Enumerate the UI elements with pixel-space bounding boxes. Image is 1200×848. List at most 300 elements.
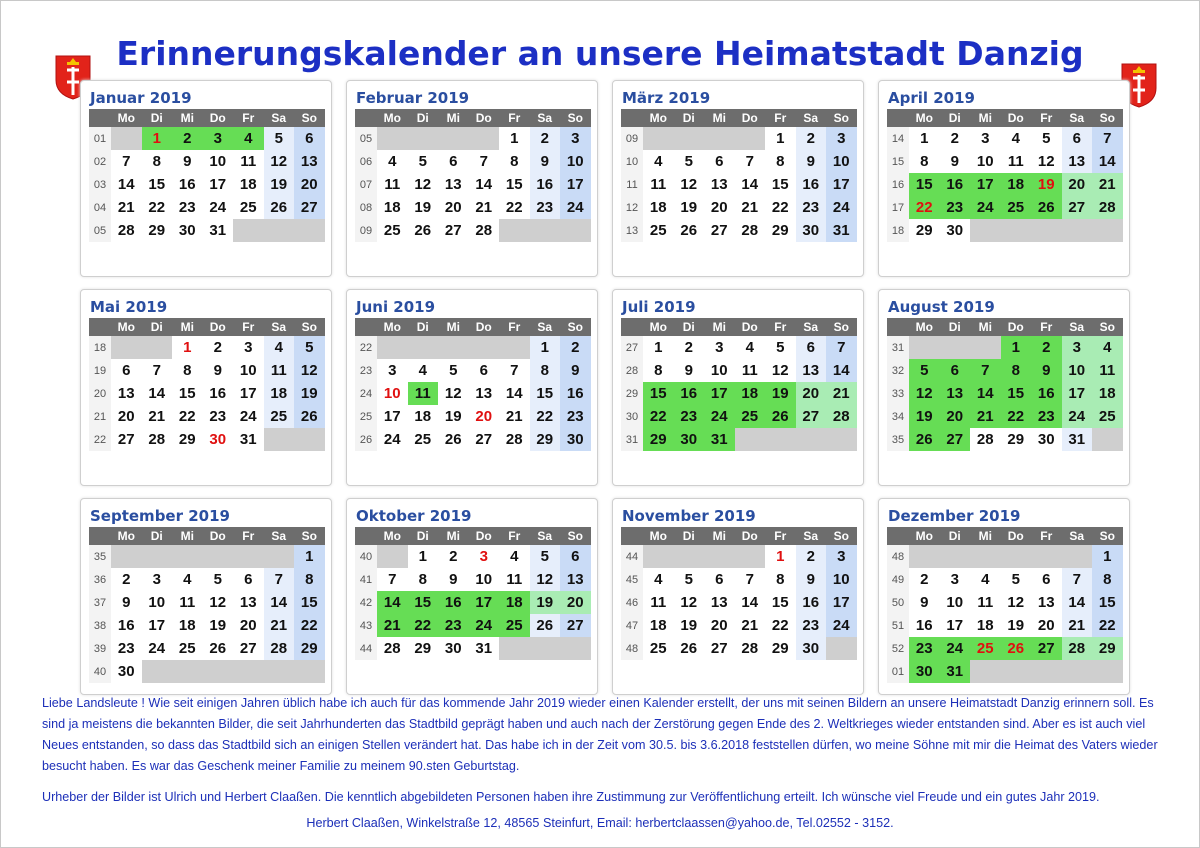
day-cell: 1 <box>294 545 325 568</box>
day-cell: 16 <box>796 173 827 196</box>
day-cell: 27 <box>940 428 971 451</box>
day-cell: 17 <box>239 385 257 402</box>
day-cell: 28 <box>148 431 166 448</box>
day-cell: 19 <box>530 591 561 614</box>
day-cell: 23 <box>209 408 227 425</box>
day-cell: 18 <box>649 617 667 634</box>
day-cell: 26 <box>209 640 227 657</box>
empty-day-cell <box>1092 428 1123 451</box>
weekday-header: Di <box>674 527 705 545</box>
day-cell: 8 <box>776 571 785 588</box>
day-cell: 15 <box>1092 591 1123 614</box>
day-cell: 7 <box>152 362 161 379</box>
day-cell: 17 <box>560 173 591 196</box>
month-block <box>612 289 864 486</box>
day-cell: 28 <box>383 640 401 657</box>
day-cell: 29 <box>294 637 325 660</box>
day-cell: 16 <box>178 176 196 193</box>
day-cell: 26 <box>294 405 325 428</box>
day-cell: 5 <box>1011 571 1020 588</box>
empty-day-cell <box>530 219 561 242</box>
day-cell: 8 <box>510 153 519 170</box>
empty-day-cell <box>469 127 500 150</box>
day-cell: 24 <box>469 614 500 637</box>
day-cell: 5 <box>264 127 295 150</box>
empty-day-cell <box>408 336 439 359</box>
weekday-header: Fr <box>765 318 796 336</box>
week-number: 45 <box>621 568 643 591</box>
weekday-header: Fr <box>1031 527 1062 545</box>
weekday-header: Do <box>735 527 766 545</box>
day-cell: 11 <box>506 571 523 588</box>
month-table <box>621 318 857 451</box>
week-number: 29 <box>621 382 643 405</box>
month-title: Februar 2019 <box>356 89 470 107</box>
month-title: September 2019 <box>90 507 230 525</box>
day-cell: 26 <box>264 196 295 219</box>
day-cell: 8 <box>776 153 785 170</box>
month-block <box>80 80 332 277</box>
week-number: 23 <box>355 359 377 382</box>
day-cell: 7 <box>388 571 397 588</box>
day-cell: 3 <box>826 545 857 568</box>
weekday-header: Di <box>408 527 439 545</box>
day-cell: 19 <box>444 408 462 425</box>
empty-day-cell <box>1001 545 1032 568</box>
week-number: 09 <box>355 219 377 242</box>
day-cell: 21 <box>826 382 857 405</box>
empty-day-cell <box>142 336 173 359</box>
day-cell: 11 <box>264 359 295 382</box>
day-cell: 4 <box>264 336 295 359</box>
day-cell: 29 <box>915 222 933 239</box>
weekday-header: So <box>826 527 857 545</box>
week-number: 46 <box>621 591 643 614</box>
day-cell: 16 <box>674 382 705 405</box>
week-number: 13 <box>621 219 643 242</box>
weekday-header: So <box>294 109 325 127</box>
day-cell: 7 <box>826 336 857 359</box>
day-cell: 1 <box>183 339 192 356</box>
empty-day-cell <box>1062 545 1093 568</box>
weekday-header: Mo <box>111 527 142 545</box>
day-cell: 21 <box>475 199 493 216</box>
day-cell: 15 <box>505 176 523 193</box>
day-cell: 12 <box>1037 153 1055 170</box>
week-number: 37 <box>89 591 111 614</box>
week-number: 39 <box>89 637 111 660</box>
day-cell: 26 <box>444 431 462 448</box>
day-cell: 19 <box>909 405 940 428</box>
day-cell: 2 <box>449 548 458 565</box>
day-cell: 30 <box>909 660 940 683</box>
week-number: 16 <box>887 173 909 196</box>
day-cell: 4 <box>981 571 990 588</box>
day-cell: 15 <box>1001 382 1032 405</box>
empty-day-cell <box>674 127 705 150</box>
week-number: 19 <box>89 359 111 382</box>
day-cell: 2 <box>172 127 203 150</box>
empty-day-cell <box>264 219 295 242</box>
day-cell: 13 <box>710 176 728 193</box>
day-cell: 23 <box>796 614 827 637</box>
day-cell: 31 <box>239 431 257 448</box>
day-cell: 25 <box>1092 405 1123 428</box>
day-cell: 2 <box>920 571 929 588</box>
day-cell: 29 <box>178 431 196 448</box>
day-cell: 10 <box>946 594 964 611</box>
month-table <box>355 109 591 242</box>
week-number-header <box>89 109 111 127</box>
day-cell: 4 <box>1092 336 1123 359</box>
empty-day-cell <box>704 545 735 568</box>
day-cell: 24 <box>940 637 971 660</box>
empty-day-cell <box>560 637 591 660</box>
weekday-header: Fr <box>1031 109 1062 127</box>
weekday-header: So <box>560 109 591 127</box>
empty-day-cell <box>142 545 173 568</box>
week-number-header <box>887 318 909 336</box>
month-title: Juni 2019 <box>356 298 436 316</box>
empty-day-cell <box>735 428 766 451</box>
week-number: 44 <box>621 545 643 568</box>
day-cell: 28 <box>1062 637 1093 660</box>
day-cell: 30 <box>796 219 827 242</box>
month-table <box>355 318 591 451</box>
day-cell: 10 <box>710 362 728 379</box>
week-number: 28 <box>621 359 643 382</box>
weekday-header: Di <box>940 527 971 545</box>
day-cell: 22 <box>178 408 196 425</box>
week-number: 35 <box>887 428 909 451</box>
weekday-header: Di <box>940 109 971 127</box>
day-cell: 11 <box>977 594 994 611</box>
day-cell: 21 <box>505 408 523 425</box>
day-cell: 1 <box>418 548 427 565</box>
weekday-header: Do <box>203 527 234 545</box>
day-cell: 11 <box>741 362 758 379</box>
day-cell: 26 <box>680 640 698 657</box>
day-cell: 18 <box>239 176 257 193</box>
weekday-header: Mi <box>172 527 203 545</box>
empty-day-cell <box>674 545 705 568</box>
empty-day-cell <box>1031 219 1062 242</box>
day-cell: 28 <box>976 431 994 448</box>
day-cell: 5 <box>213 571 222 588</box>
day-cell: 8 <box>920 153 929 170</box>
month-title: Oktober 2019 <box>356 507 472 525</box>
empty-day-cell <box>735 545 766 568</box>
day-cell: 20 <box>1037 617 1055 634</box>
day-cell: 21 <box>264 614 295 637</box>
day-cell: 13 <box>1037 594 1055 611</box>
day-cell: 5 <box>418 153 427 170</box>
weekday-header: Fr <box>233 318 264 336</box>
weekday-header: Sa <box>1062 109 1093 127</box>
day-cell: 31 <box>826 219 857 242</box>
day-cell: 27 <box>294 196 325 219</box>
day-cell: 4 <box>510 548 519 565</box>
weekday-header: Mo <box>111 109 142 127</box>
empty-day-cell <box>294 660 325 683</box>
day-cell: 21 <box>117 199 135 216</box>
month-block <box>346 80 598 277</box>
empty-day-cell <box>264 660 295 683</box>
day-cell: 8 <box>1092 568 1123 591</box>
day-cell: 6 <box>715 571 724 588</box>
day-cell: 10 <box>148 594 166 611</box>
month-table <box>887 527 1123 683</box>
week-number: 03 <box>89 173 111 196</box>
day-cell: 25 <box>414 431 432 448</box>
day-cell: 29 <box>771 222 789 239</box>
day-cell: 23 <box>560 405 591 428</box>
day-cell: 8 <box>418 571 427 588</box>
day-cell: 21 <box>1092 173 1123 196</box>
empty-day-cell <box>909 545 940 568</box>
day-cell: 5 <box>776 339 785 356</box>
weekday-header: So <box>560 318 591 336</box>
day-cell: 27 <box>117 431 135 448</box>
day-cell: 2 <box>560 336 591 359</box>
day-cell: 25 <box>970 637 1001 660</box>
calendar-title: Erinnerungskalender an unsere Heimatstadt Danzig <box>116 34 1084 73</box>
weekday-header: Do <box>469 527 500 545</box>
day-cell: 17 <box>704 382 735 405</box>
day-cell: 10 <box>826 568 857 591</box>
day-cell: 13 <box>117 385 135 402</box>
week-number: 35 <box>89 545 111 568</box>
empty-day-cell <box>560 219 591 242</box>
day-cell: 10 <box>976 153 994 170</box>
day-cell: 16 <box>915 617 933 634</box>
day-cell: 3 <box>244 339 253 356</box>
week-number: 05 <box>89 219 111 242</box>
empty-day-cell <box>294 219 325 242</box>
day-cell: 24 <box>148 640 166 657</box>
weekday-header: So <box>1092 527 1123 545</box>
day-cell: 30 <box>178 222 196 239</box>
day-cell: 22 <box>643 405 674 428</box>
week-number-header <box>887 527 909 545</box>
day-cell: 19 <box>414 199 432 216</box>
day-cell: 9 <box>183 153 192 170</box>
day-cell: 6 <box>294 127 325 150</box>
empty-day-cell <box>1062 660 1093 683</box>
day-cell: 3 <box>388 362 397 379</box>
day-cell: 4 <box>745 339 754 356</box>
day-cell: 8 <box>654 362 663 379</box>
day-cell: 15 <box>771 176 789 193</box>
day-cell: 3 <box>203 127 234 150</box>
day-cell: 12 <box>444 385 462 402</box>
day-cell: 15 <box>530 382 561 405</box>
day-cell: 19 <box>765 382 796 405</box>
day-cell: 15 <box>771 594 789 611</box>
month-table <box>89 109 325 242</box>
day-cell: 24 <box>383 431 401 448</box>
month-block <box>878 80 1130 277</box>
day-cell: 26 <box>414 222 432 239</box>
month-table <box>621 109 857 242</box>
empty-day-cell <box>233 219 264 242</box>
weekday-header: Mo <box>377 527 408 545</box>
day-cell: 29 <box>1007 431 1025 448</box>
day-cell: 6 <box>715 153 724 170</box>
month-table <box>89 318 325 451</box>
day-cell: 5 <box>684 153 693 170</box>
day-cell: 12 <box>680 176 698 193</box>
day-cell: 1 <box>1092 545 1123 568</box>
day-cell: 20 <box>117 408 135 425</box>
day-cell: 10 <box>560 150 591 173</box>
day-cell: 31 <box>475 640 493 657</box>
weekday-header: Di <box>142 318 173 336</box>
empty-day-cell <box>765 428 796 451</box>
week-number-header <box>89 527 111 545</box>
empty-day-cell <box>735 127 766 150</box>
day-cell: 3 <box>950 571 959 588</box>
day-cell: 22 <box>530 405 561 428</box>
day-cell: 28 <box>264 637 295 660</box>
day-cell: 14 <box>826 359 857 382</box>
day-cell: 15 <box>408 591 439 614</box>
day-cell: 17 <box>209 176 227 193</box>
empty-day-cell <box>499 637 530 660</box>
empty-day-cell <box>111 336 142 359</box>
weekday-header: Sa <box>796 318 827 336</box>
day-cell: 11 <box>1092 359 1123 382</box>
day-cell: 20 <box>294 173 325 196</box>
week-number-header <box>89 318 111 336</box>
week-number: 52 <box>887 637 909 660</box>
empty-day-cell <box>438 127 469 150</box>
day-cell: 28 <box>1092 196 1123 219</box>
day-cell: 9 <box>950 153 959 170</box>
week-number: 07 <box>355 173 377 196</box>
day-cell: 2 <box>950 130 959 147</box>
day-cell: 18 <box>1001 173 1032 196</box>
day-cell: 11 <box>650 594 667 611</box>
day-cell: 12 <box>264 150 295 173</box>
day-cell: 25 <box>649 222 667 239</box>
weekday-header: Sa <box>264 109 295 127</box>
month-title: März 2019 <box>622 89 711 107</box>
month-title: August 2019 <box>888 298 995 316</box>
weekday-header: Do <box>203 318 234 336</box>
day-cell: 22 <box>408 614 439 637</box>
empty-day-cell <box>233 545 264 568</box>
day-cell: 19 <box>209 617 227 634</box>
week-number-header <box>355 527 377 545</box>
weekday-header: Fr <box>499 318 530 336</box>
day-cell: 7 <box>264 568 295 591</box>
day-cell: 28 <box>741 640 759 657</box>
week-number-header <box>621 527 643 545</box>
month-title: Juli 2019 <box>622 298 696 316</box>
month-title: Mai 2019 <box>90 298 168 316</box>
day-cell: 23 <box>1031 405 1062 428</box>
day-cell: 23 <box>909 637 940 660</box>
week-number: 43 <box>355 614 377 637</box>
day-cell: 22 <box>148 199 166 216</box>
weekday-header: So <box>826 318 857 336</box>
day-cell: 10 <box>239 362 257 379</box>
week-number: 33 <box>887 382 909 405</box>
day-cell: 25 <box>239 199 257 216</box>
day-cell: 12 <box>294 359 325 382</box>
empty-day-cell <box>909 336 940 359</box>
week-number: 05 <box>355 127 377 150</box>
day-cell: 28 <box>741 222 759 239</box>
day-cell: 27 <box>710 640 728 657</box>
day-cell: 9 <box>449 571 458 588</box>
day-cell: 14 <box>117 176 135 193</box>
day-cell: 28 <box>505 431 523 448</box>
day-cell: 24 <box>209 199 227 216</box>
day-cell: 16 <box>117 617 135 634</box>
day-cell: 2 <box>530 127 561 150</box>
weekday-header: Do <box>1001 527 1032 545</box>
day-cell: 10 <box>826 150 857 173</box>
weekday-header: Di <box>674 109 705 127</box>
day-cell: 25 <box>178 640 196 657</box>
day-cell: 6 <box>449 153 458 170</box>
week-number: 42 <box>355 591 377 614</box>
weekday-header: Sa <box>530 318 561 336</box>
empty-day-cell <box>970 660 1001 683</box>
weekday-header: So <box>826 109 857 127</box>
day-cell: 7 <box>745 571 754 588</box>
day-cell: 8 <box>530 359 561 382</box>
weekday-header: Mo <box>643 318 674 336</box>
week-number: 08 <box>355 196 377 219</box>
day-cell: 4 <box>183 571 192 588</box>
week-number: 18 <box>887 219 909 242</box>
day-cell: 14 <box>1092 150 1123 173</box>
day-cell: 6 <box>560 545 591 568</box>
week-number: 34 <box>887 405 909 428</box>
day-cell: 13 <box>560 568 591 591</box>
day-cell: 1 <box>530 336 561 359</box>
week-number: 15 <box>887 150 909 173</box>
empty-day-cell <box>172 660 203 683</box>
weekday-header: Mo <box>111 318 142 336</box>
month-block <box>80 498 332 695</box>
empty-day-cell <box>796 428 827 451</box>
empty-day-cell <box>294 428 325 451</box>
week-number: 30 <box>621 405 643 428</box>
day-cell: 22 <box>294 614 325 637</box>
day-cell: 11 <box>240 153 257 170</box>
weekday-header: Mo <box>643 527 674 545</box>
day-cell: 22 <box>771 199 789 216</box>
day-cell: 1 <box>654 339 663 356</box>
day-cell: 27 <box>1031 637 1062 660</box>
week-number: 40 <box>89 660 111 683</box>
day-cell: 7 <box>970 359 1001 382</box>
day-cell: 8 <box>152 153 161 170</box>
day-cell: 14 <box>1062 591 1093 614</box>
day-cell: 9 <box>796 150 827 173</box>
contact-footer: Herbert Claaßen, Winkelstraße 12, 48565 Steinfurt, Email: herbertclaassen@yahoo.de, Tel.02552 - 3152. <box>306 816 894 830</box>
weekday-header: So <box>1092 318 1123 336</box>
day-cell: 8 <box>294 568 325 591</box>
day-cell: 2 <box>684 339 693 356</box>
day-cell: 12 <box>1007 594 1025 611</box>
day-cell: 18 <box>976 617 994 634</box>
weekday-header: Mi <box>704 109 735 127</box>
